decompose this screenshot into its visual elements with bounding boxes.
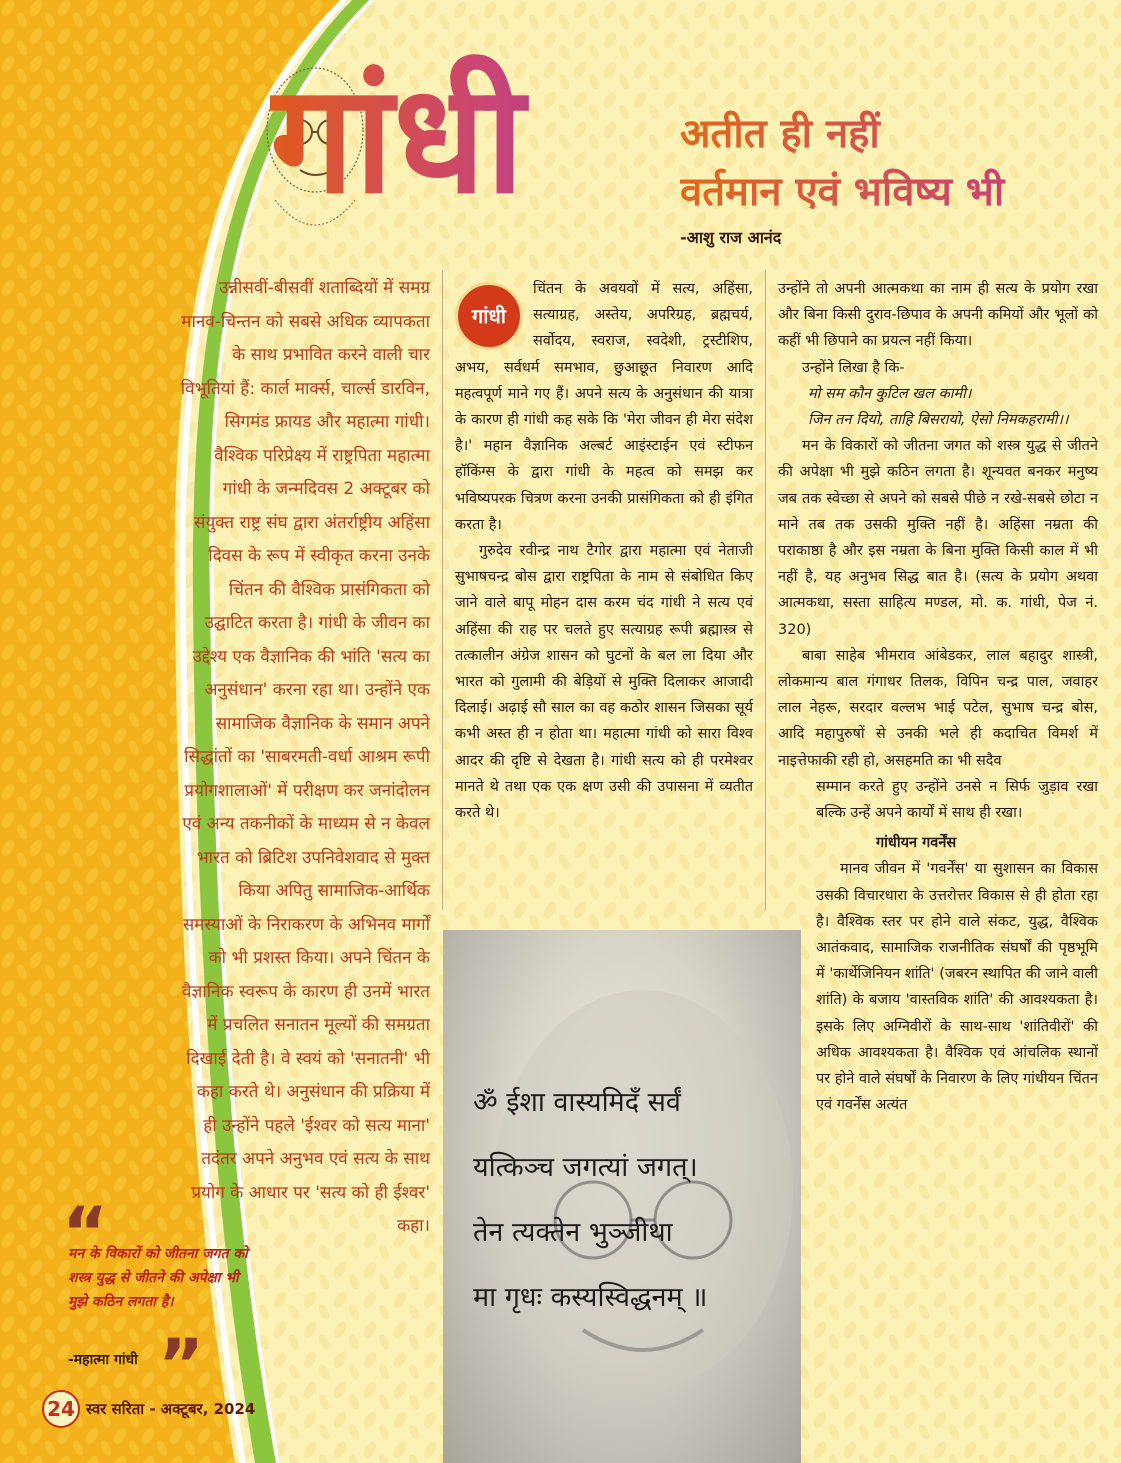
page-number: 24 — [42, 1390, 80, 1428]
quote-close-icon: ” — [158, 1324, 205, 1406]
col3-paragraph-5: मानव जीवन में 'गवर्नेंस' या सुशासन का विकास उसकी विचारधारा के उत्तरोत्तर विकास से ही होता रहा है। वैश्विक स्तर पर होने वाले संकट, युद्ध, वैश्विक आतंकवाद, सामाजिक राजनीतिक संघर्षों की पृष्ठभूमि में 'कार्थेजिनियन शांति' (जबरन स्थापित की जाने वाली शांति) के बजाय 'वास्तविक शांति' की आवश्यकता है। इसके लिए अग्निवीरों के साथ-साथ 'शांतिवीरों' की अधिक आवश्यकता है। वैश्विक एवं आंचलिक स्थानों पर होने वाले संघर्षों के निवारण के लिए गांधीयन चिंतन एवं गवर्नेंस अत्यंत — [816, 861, 1098, 1114]
author-byline: -आशु राज आनंद — [680, 228, 782, 247]
col3-paragraph-4: बाबा साहेब भीमराव आंबेडकर, लाल बहादुर शास्त्री, लोकमान्य बाल गंगाधर तिलक, विपिन चन्द्र पाल, जवाहर लाल नेहरू, सरदार वल्लभ भाई पटेल, सुभाष चन्द्र बोस, आदि महापुरुषों से उनकी भले ही कदाचित विमर्श में नाइत्तेफाकी रही हो, असहमति का भी सदैव — [778, 647, 1098, 769]
gandhi-photo — [443, 930, 801, 1463]
page-footer — [42, 1390, 255, 1428]
article-subtitle — [680, 105, 1100, 221]
column-3 — [778, 276, 1098, 1119]
section-heading: गांधीयन गवर्नेंस — [876, 835, 957, 852]
subtitle-line-1: अतीत ही नहीं — [680, 111, 880, 157]
column-1 — [180, 272, 430, 1244]
mantra-line-3: तेन त्यक्तेन भुञ्जीथा — [473, 1217, 673, 1248]
poem-line-1: मो सम कौन कुटिल खल कामी। — [808, 385, 972, 402]
col3-paragraph-2: उन्होंने लिखा है कि- — [802, 359, 905, 376]
mantra-line-2: यत्किञ्च जगत्यां जगत्। — [473, 1152, 698, 1183]
pull-quote: मन के विकारों को जीतना जगत को शस्त्र युद्ध से जीतने की अपेक्षा भी मुझे कठिन लगता है। — [68, 1246, 248, 1310]
sanskrit-mantra — [473, 1070, 793, 1330]
col2-paragraph-2: गुरुदेव रवीन्द्र नाथ टैगोर द्वारा महात्मा एवं नेताजी सुभाषचन्द्र बोस द्वारा राष्ट्रपिता के नाम से संबोधित किए जाने वाले बापू मोहन दास करम चंद गांधी ने सत्य एवं अहिंसा की राह पर चलते हुए सत्याग्रह रूपी ब्रह्मास्त्र से तत्कालीन अंग्रेज शासन को घुटनों के बल ला दिया और भारत को गुलामी की बेड़ियों से मुक्ति दिलाकर आजादी दिलाई। अढ़ाई सौ साल का वह कठोर शासन जिसका सूर्य कभी अस्त ही न होता था। महात्मा गांधी को सारा विश्व आदर की दृष्टि से देखता है। गांधी सत्य को ही परमेश्वर मानते थे तथा एक एक क्षण उसी की उपासना में व्यतीत करते थे। — [455, 543, 753, 822]
quote-open-icon: “ — [62, 1192, 109, 1274]
column-divider — [442, 270, 443, 910]
column-2 — [455, 276, 753, 826]
gandhi-badge: गांधी — [455, 282, 523, 350]
col1-paragraph: उन्नीसवीं-बीसवीं शताब्दियों में समग्र मानव-चिन्तन को सबसे अधिक व्यापकता के साथ प्रभावित करने वाली चार विभूतियां हैं: कार्ल मार्क्स, चार्ल्स डारविन, सिगमंड फ्रायड और महात्मा गांधी। वैश्विक परिप्रेक्ष्य में राष्ट्रपिता महात्मा गांधी के जन्मदिवस 2 अक्टूबर को संयुक्त राष्ट्र संघ द्वारा अंतर्राष्ट्रीय अहिंसा दिवस के रूप में स्वीकृत करना उनके चिंतन की वैश्विक प्रासंगिकता को उद्घाटित करता है। गांधी के जीवन का उद्देश्य एक वैज्ञानिक की भांति 'सत्य का अनुसंधान' करना रहा था। उन्होंने एक सामाजिक वैज्ञानिक के समान अपने सिद्धांतों का 'साबरमती-वर्धा आश्रम रूपी प्रयोगशालाओं' में परीक्षण कर जनांदोलन एवं अन्य तकनीकों के माध्यम से न केवल भारत को ब्रिटिश उपनिवेशवाद से मुक्त किया अपितु सामाजिक-आर्थिक समस्याओं के निराकरण के अभिनव मार्गों को भी प्रशस्त किया। अपने चिंतन के वैज्ञानिक स्वरूप के कारण ही उनमें भारत में प्रचलित सनातन मूल्यों की समग्रता दिखाई देती है। वे स्वयं को 'सनातनी' भी कहा करते थे। अनुसंधान की प्रक्रिया में ही उन्होंने पहले 'ईश्वर को सत्य माना' तदंतर अपने अनुभव एवं सत्य के साथ प्रयोग के आधार पर 'सत्य को ही ईश्वर' कहा। — [180, 278, 430, 1236]
mantra-line-1: ॐ ईशा वास्यमिदँ सर्वं — [473, 1087, 681, 1118]
page-title: गांधी — [270, 40, 650, 260]
col3-paragraph-1: उन्होंने तो अपनी आत्मकथा का नाम ही सत्य के प्रयोग रखा और बिना किसी दुराव-छिपाव के अपनी कमियों और भूलों को कहीं भी छिपाने का प्रयत्न नहीं किया। — [778, 281, 1098, 350]
mantra-line-4: मा गृधः कस्यस्विद्धनम् ॥ — [473, 1282, 708, 1313]
col3-paragraph-3: मन के विकारों को जीतना जगत को शस्त्र युद्ध से जीतने की अपेक्षा भी मुझे कठिन लगता है। शून्यवत बनकर मनुष्य जब तक स्वेच्छा से अपने को सबसे पीछे न रखे-सबसे छोटा न माने तब तक उसकी मुक्ति नहीं है। अहिंसा नम्रता की पराकाष्ठा है और इस नम्रता के बिना मुक्ति किसी काल में भी नहीं है, यह अनुभव सिद्ध बात है। (सत्य के प्रयोग अथवा आत्मकथा, सस्ता साहित्य मण्डल, मो. क. गांधी, पेज नं. 320) — [778, 438, 1098, 638]
magazine-name: स्वर सरिता - अक्टूबर, 2024 — [86, 1400, 256, 1418]
pull-quote-author: -महात्मा गांधी — [68, 1352, 138, 1368]
poem-line-2: जिन तन दियो, ताहि बिसरायो, ऐसो निमकहरामी।। — [808, 412, 1069, 429]
col3-paragraph-4b: सम्मान करते हुए उन्होंने उनसे न सिर्फ जुड़ाव रखा बल्कि उन्हें अपने कार्यों में साथ ही रखा। — [816, 778, 1098, 822]
column-divider — [765, 270, 766, 910]
subtitle-line-2: वर्तमान एवं भविष्य भी — [680, 169, 1005, 215]
col2-paragraph-1: चिंतन के अवयवों में सत्य, अहिंसा, सत्याग्रह, अस्तेय, अपरिग्रह, ब्रह्मचर्य, सर्वोदय, स्वराज, स्वदेशी, ट्रस्टीशिप, अभय, सर्वधर्म समभाव, छुआछूत निवारण आदि महत्वपूर्ण माने गए हैं। अपने सत्य के अनुसंधान की यात्रा के कारण ही गांधी कह सके कि 'मेरा जीवन ही मेरा संदेश है।' महान वैज्ञानिक अल्बर्ट आइंस्टाईन एवं स्टीफन हॉकिंग्स के द्वारा गांधी के महत्व को समझ कर भविष्यपरक चित्रण करना उनकी प्रासंगिकता को ही इंगित करता है। — [455, 281, 753, 533]
